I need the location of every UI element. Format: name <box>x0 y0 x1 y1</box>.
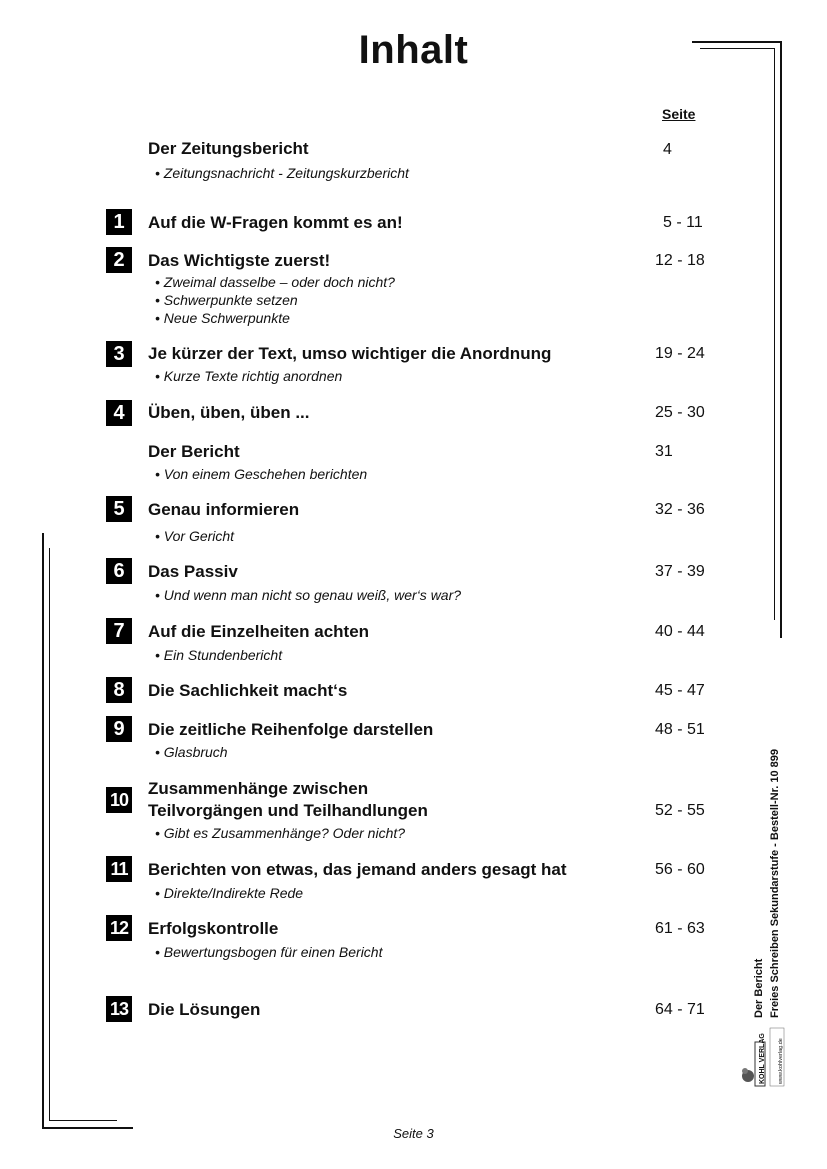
toc-subitem: • Vor Gericht <box>155 528 235 544</box>
toc-entry-subitems <box>155 743 228 761</box>
toc-entry-title: Die Sachlichkeit macht‘s <box>148 681 348 700</box>
toc-entry-title: Zusammenhänge zwischen <box>148 779 369 798</box>
toc-subitem: • Und wenn man nicht so genau weiß, wer‘s war? <box>155 587 462 603</box>
toc-entry-pages: 45 - 47 <box>655 682 705 699</box>
toc-entry-subitems <box>155 646 282 664</box>
toc-subitem: • Direkte/Indirekte Rede <box>155 885 304 901</box>
toc-entry-pages: 25 - 30 <box>655 404 705 421</box>
toc-entry-title: Die Lösungen <box>148 1000 261 1019</box>
toc-entry-pages: 52 - 55 <box>655 802 705 819</box>
publisher-url: www.kohlverlag.de <box>778 1038 784 1084</box>
toc-entry-title: Auf die Einzelheiten achten <box>148 622 370 641</box>
toc-subitem: • Neue Schwerpunkte <box>155 310 290 326</box>
toc-entry-pages: 48 - 51 <box>655 721 705 738</box>
frame-left-inner-v <box>49 548 50 1121</box>
toc-entry-subitems <box>155 273 395 327</box>
toc-subitem: • Von einem Geschehen berichten <box>155 466 368 482</box>
publisher-logo <box>740 1018 788 1088</box>
toc-entry-title-line2: Teilvorgängen und Teilhandlungen <box>148 801 428 820</box>
frame-top-right-inner-h <box>700 48 775 49</box>
toc-entry-title: Das Wichtigste zuerst! <box>148 251 331 270</box>
page-footer: Seite 3 <box>393 1126 434 1141</box>
page-column-header: Seite <box>662 106 696 122</box>
toc-entry-pages: 56 - 60 <box>655 861 705 878</box>
toc-entry-pages: 32 - 36 <box>655 501 705 518</box>
toc-subitem: • Zweimal dasselbe – oder doch nicht? <box>155 274 395 290</box>
toc-entry-subitems <box>155 884 303 902</box>
page-title: Inhalt <box>358 28 469 72</box>
toc-entry-title: Je kürzer der Text, umso wichtiger die Anordnung <box>148 344 552 363</box>
frame-bottom-left-inner-h <box>49 1120 117 1121</box>
toc-entry-subitems <box>155 586 461 604</box>
toc-entry-pages: 31 <box>655 443 673 460</box>
toc-entry-title: Die zeitliche Reihenfolge darstellen <box>148 720 434 739</box>
frame-right-inner-v <box>774 48 775 620</box>
chapter-number-badge: 10 <box>106 787 132 813</box>
frame-left-outer-v <box>42 533 44 1129</box>
toc-entry-subitems <box>155 367 342 385</box>
publisher-logo-graphic <box>740 1018 788 1088</box>
toc-entry-pages: 5 - 11 <box>663 214 703 231</box>
sidebar-line-series: Freies Schreiben Sekundarstufe - Bestell-Nr. 10 899 <box>769 748 781 1018</box>
chapter-number-badge: 2 <box>106 247 132 273</box>
publisher-logo-text: KOHL VERLAG <box>759 1033 766 1084</box>
toc-entry-title: Berichten von etwas, das jemand anders gesagt hat <box>148 860 567 879</box>
toc-subitem: • Gibt es Zusammenhänge? Oder nicht? <box>155 825 406 841</box>
chapter-number-badge: 5 <box>106 496 132 522</box>
toc-entry-subitems <box>155 164 409 182</box>
toc-entry-title: Üben, üben, üben ... <box>148 403 310 422</box>
toc-entry-pages: 64 - 71 <box>655 1001 705 1018</box>
sidebar-line-title: Der Bericht <box>753 958 765 1018</box>
chapter-number-badge: 8 <box>106 677 132 703</box>
toc-subitem: • Glasbruch <box>155 744 228 760</box>
chapter-number-badge: 12 <box>106 915 132 941</box>
chapter-number-badge: 3 <box>106 341 132 367</box>
toc-entry-pages: 4 <box>663 141 672 158</box>
toc-entry-pages: 40 - 44 <box>655 623 705 640</box>
toc-entry-title: Der Bericht <box>148 442 240 461</box>
toc-entry-title: Der Zeitungsbericht <box>148 139 309 158</box>
sidebar-product-info <box>752 749 780 1018</box>
chapter-number-badge: 13 <box>106 996 132 1022</box>
toc-entry-pages: 61 - 63 <box>655 920 705 937</box>
frame-top-right-outer-h <box>692 41 782 43</box>
toc-entry-title: Erfolgskontrolle <box>148 919 279 938</box>
toc-subitem: • Zeitungsnachricht - Zeitungskurzbericht <box>155 165 409 181</box>
toc-subitem: • Bewertungsbogen für einen Bericht <box>155 944 383 960</box>
toc-subitem: • Kurze Texte richtig anordnen <box>155 368 343 384</box>
toc-entry-subitems <box>155 465 367 483</box>
toc-entry-title: Das Passiv <box>148 562 238 581</box>
toc-entry-title: Genau informieren <box>148 500 300 519</box>
chapter-number-badge: 4 <box>106 400 132 426</box>
toc-subitem: • Schwerpunkte setzen <box>155 292 298 308</box>
chapter-number-badge: 6 <box>106 558 132 584</box>
toc-entry-subitems <box>155 824 405 842</box>
frame-right-outer-v <box>780 41 782 638</box>
chapter-number-badge: 1 <box>106 209 132 235</box>
chapter-number-badge: 11 <box>106 856 132 882</box>
toc-entry-pages: 12 - 18 <box>655 252 705 269</box>
toc-entry-title: Auf die W-Fragen kommt es an! <box>148 213 403 232</box>
chapter-number-badge: 7 <box>106 618 132 644</box>
chapter-number-badge: 9 <box>106 716 132 742</box>
toc-entry-subitems <box>155 943 383 961</box>
toc-subitem: • Ein Stundenbericht <box>155 647 283 663</box>
toc-entry-pages: 19 - 24 <box>655 345 705 362</box>
toc-entry-pages: 37 - 39 <box>655 563 705 580</box>
toc-entry-subitems <box>155 527 234 545</box>
